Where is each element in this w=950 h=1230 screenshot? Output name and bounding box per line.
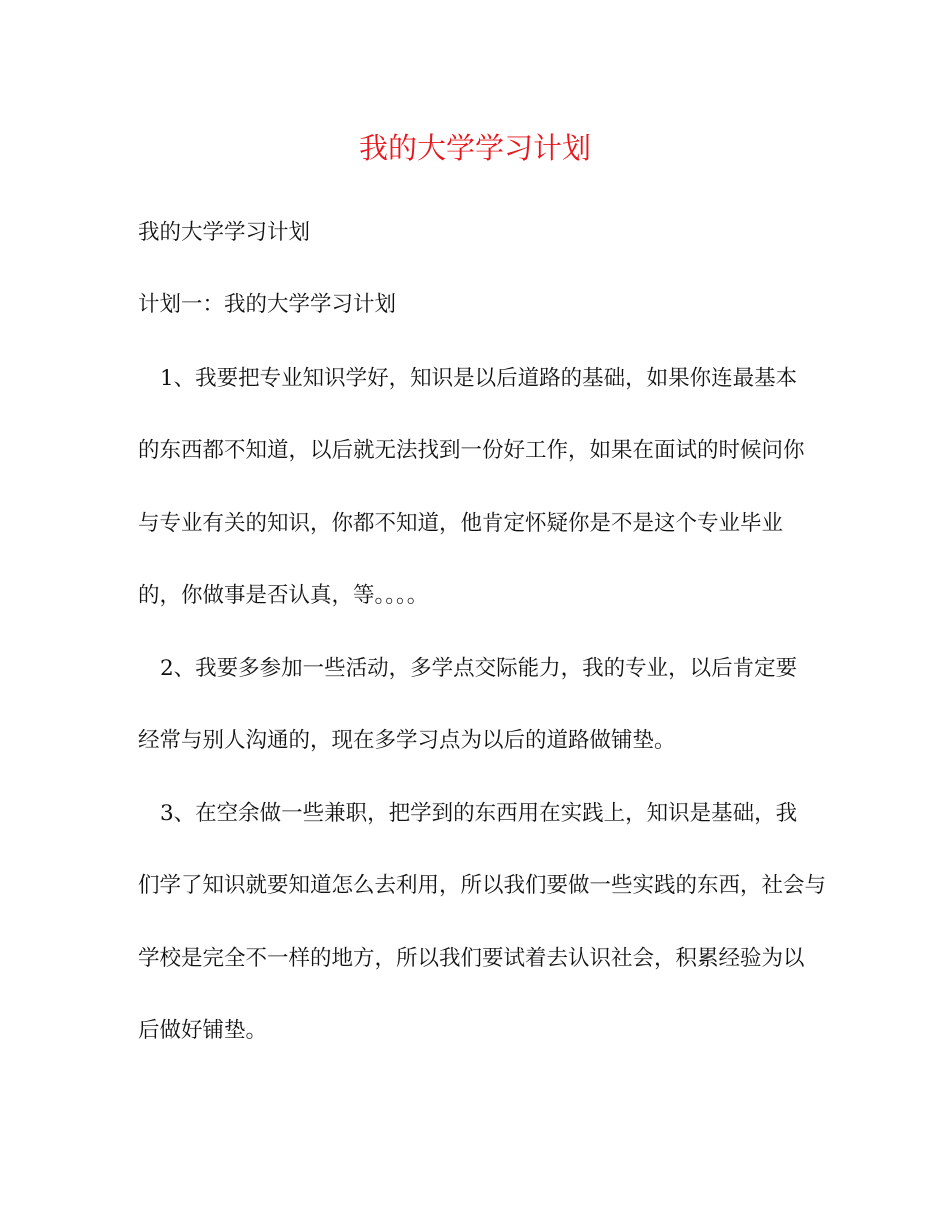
paragraph-line: 2、我要多参加一些活动，多学点交际能力，我的专业，以后肯定要 — [160, 656, 798, 681]
paragraph-line: 经常与别人沟通的，现在多学习点为以后的道路做铺垫。 — [138, 728, 676, 753]
paragraph-line: 的，你做事是否认真，等。。。。 — [138, 583, 429, 608]
paragraph-line: 后做好铺垫。 — [138, 1018, 268, 1043]
paragraph-line: 的东西都不知道，以后就无法找到一份好工作，如果在面试的时候问你 — [138, 438, 805, 463]
paragraph-line: 与专业有关的知识，你都不知道，他肯定怀疑你是不是这个专业毕业 — [138, 511, 784, 536]
document-title: 我的大学学习计划 — [358, 131, 591, 165]
plan-heading: 计划一：我的大学学习计划 — [138, 292, 397, 317]
paragraph-line: 们学了知识就要知道怎么去利用，所以我们要做一些实践的东西，社会与 — [138, 873, 827, 898]
document-subtitle: 我的大学学习计划 — [138, 220, 311, 245]
paragraph-line: 学校是完全不一样的地方，所以我们要试着去认识社会，积累经验为以 — [138, 946, 805, 971]
paragraph-line: 3、在空余做一些兼职，把学到的东西用在实践上，知识是基础，我 — [160, 801, 798, 826]
paragraph-line: 1、我要把专业知识学好，知识是以后道路的基础，如果你连最基本 — [160, 366, 798, 391]
